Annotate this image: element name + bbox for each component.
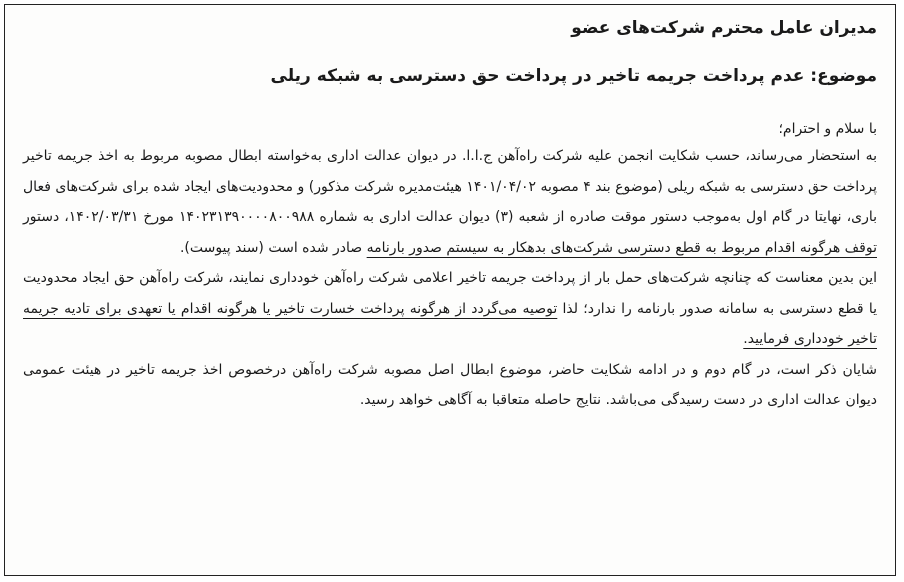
paragraph-recommendation xyxy=(23,263,877,355)
salutation: با سلام و احترام؛ xyxy=(778,121,877,137)
paragraph-complaint xyxy=(23,141,877,263)
paragraph-complaint-end: صادر شده است (سند پیوست). xyxy=(179,239,363,256)
scanned-letter xyxy=(4,4,896,576)
paragraph-complaint-text: به استحضار می‌رساند، حسب شکایت انجمن علیه شرکت راه‌آهن ج.ا.ا. در دیوان عدالت اداری به‌خواسته ابطال مصوبه مربوط به اخذ جریمه تاخیر پرداخت حق دسترسی به شبکه ریلی (موضوع بند ۴ مصوبه ۱۴۰۱/۰۴/۰۲ هیئت‌مدیره شرکت مذکور) و محدودیت‌های ایجاد شده برای شرکت‌های فعال باری، نهایتا در گام اول به‌موجب دستور موقت صادره از شعبه (۳) دیوان عدالت اداری به شماره ۱۴۰۲۳۱۳۹۰۰۰۰۸۰۰۹۸۸ مورخ ۱۴۰۲/۰۳/۳۱، دستور xyxy=(23,148,878,225)
paragraph-recommendation-text: این بدین معناست که چنانچه شرکت‌های حمل بار از پرداخت جریمه تاخیر اعلامی شرکت راه‌آهن خودداری نمایند، شرکت راه‌آهن حق ایجاد محدودیت یا قطع دسترسی به سامانه صدور بارنامه را ندارد؛ لذا xyxy=(23,270,877,317)
paragraph-followup: شایان ذکر است، در گام دوم و در ادامه شکایت حاضر، موضوع ابطال اصل مصوبه شرکت راه‌آهن درخصوص اخذ جریمه تاخیر در هیئت عمومی دیوان عدالت اداری در دست رسیدگی می‌باشد. نتایج حاصله متعاقبا به آگاهی خواهد رسید. xyxy=(23,361,877,408)
letter-body xyxy=(23,13,877,416)
subject-line: موضوع: عدم پرداخت جریمه تاخیر در پرداخت حق دسترسی به شبکه ریلی xyxy=(270,66,877,86)
addressee: مدیران عامل محترم شرکت‌های عضو xyxy=(571,18,877,38)
underlined-injunction: توقف هرگونه اقدام مربوط به قطع دسترسی شرکت‌های بدهکار به سیستم صدور بارنامه xyxy=(366,239,877,256)
underlined-recommendation: توصیه می‌گردد از هرگونه پرداخت خسارت تاخیر یا هرگونه اقدام یا تعهدی برای تادیه جریمه تاخیر خودداری فرمایید. xyxy=(23,300,877,347)
